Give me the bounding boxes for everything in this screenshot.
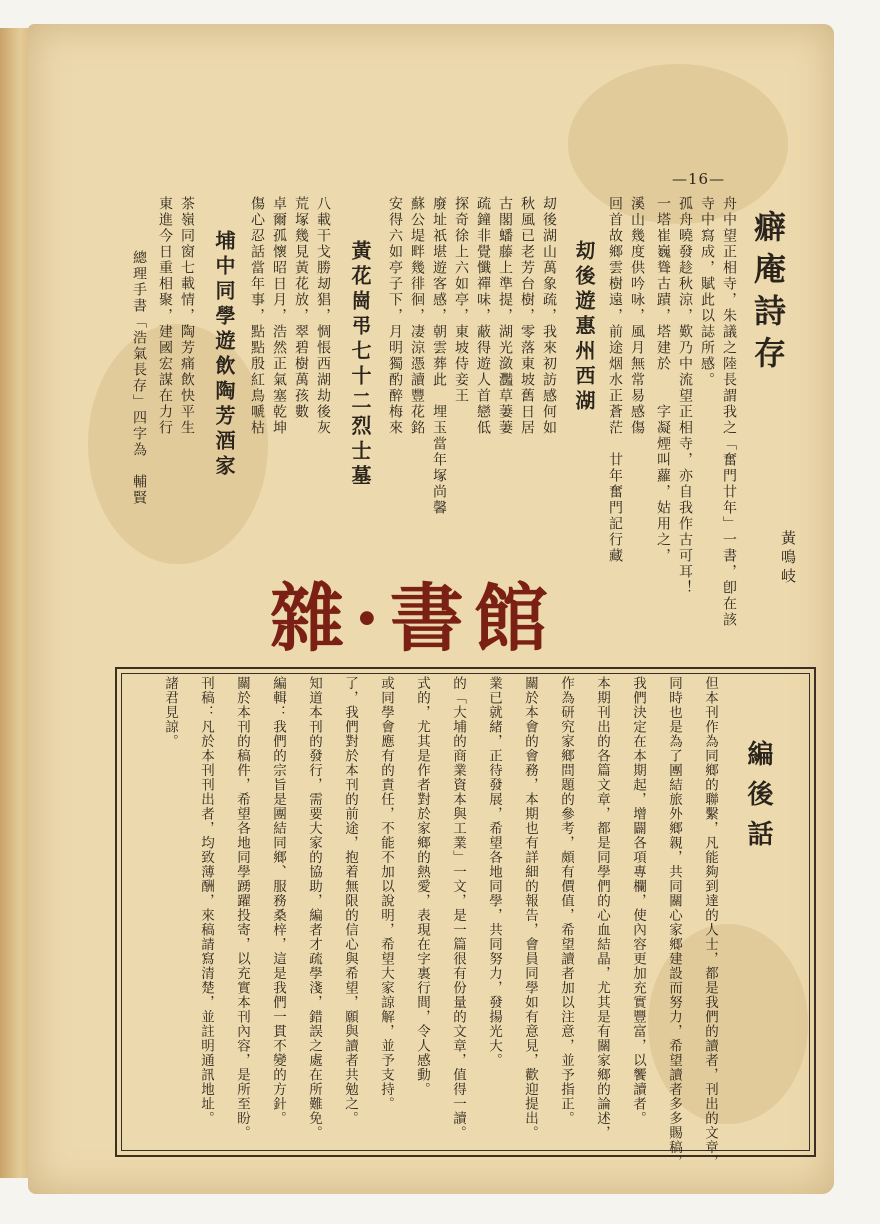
page-number: —16— (672, 170, 726, 188)
section-banner (270, 560, 610, 660)
poem-subtitle: 埔中同學遊飲陶芳酒家 (212, 230, 236, 480)
banner-text: 雜·書館 (270, 576, 558, 662)
poem-line: 刧後湖山萬象疏，我來初訪感何如 (541, 196, 557, 436)
editorial-column: 了，我們對於本刊的前途，抱着無限的信心與希望，願與讀者共勉之。 (342, 676, 358, 1126)
editorial-column: 或同學會應有的責任，不能不加以說明，希望大家諒解，並予支持。 (378, 676, 394, 1111)
editorial-column: 的「大埔的商業資本與工業」一文，是一篇很有份量的文章，值得一讀。 (450, 676, 466, 1140)
poem-line: 卓爾孤懷昭日月，浩然正氣塞乾坤 (271, 196, 287, 436)
editorial-column: 知道本刊的發行，需要大家的協助，編者才疏學淺，錯誤之處在所難免。 (306, 676, 322, 1140)
preface-line: 寺中寫成，賦此以誌所感。 (699, 196, 715, 388)
poem-line: 八載干戈勝刼猖，惆悵西湖劫後灰 (315, 196, 331, 436)
poem-line: 回首故鄉雲樹遠，前途烟水正蒼茫 廿年奮門記行藏 (607, 196, 623, 564)
poem-line: 茶嶺同窗七載情，陶芳痛飲快平生 (179, 196, 195, 436)
editorial-column: 我們決定在本期起，增闢各項專欄，使內容更加充實豐富，以饗讀者。 (630, 676, 646, 1126)
poems-title: 癖庵詩存 (749, 210, 787, 378)
poem-line: 探奇徐上六如亭，東坡侍妾王 (453, 196, 469, 404)
poem-line: 傷心忍話當年事，點點殷紅鳥嗁枯 (249, 196, 265, 436)
editorial-column: 關於本刊的稿件，希望各地同學踴躍投寄，以充實本刊內容，是所至盼。 (234, 676, 250, 1140)
poem-line: 秋風已老芳台樹，零落東坡舊日居 (519, 196, 535, 436)
preface-line: 舟中望正相寺，朱議之陸長謂我之「奮門廿年」一書，卽在該 (721, 196, 737, 628)
editorial-column: 作為研究家鄉問題的參考，頗有價值，希望讀者加以注意，並予指正。 (558, 676, 574, 1126)
poem-line: 荒塚幾見黃花放，翠碧樹萬孩數 (293, 196, 309, 420)
editorial-column: 但本刊作為同鄉的聯繫，凡能夠到達的人士，都是我們的讀者，刊出的文章， (702, 676, 718, 1169)
poem-note: 總理手書「浩氣長存」四字為 輔賢 (131, 250, 147, 506)
editorial-column: 式的，尤其是作者對於家鄉的熱愛，表現在字裏行間，令人感動。 (414, 676, 430, 1097)
preface-line: 孤舟曉發趁秋涼，歎乃中流望正相寺，亦自我作古可耳！ (677, 196, 693, 596)
editorial-column: 諸君見諒。 (162, 676, 178, 749)
editorial-column: 同時也是為了團結旅外鄉親，共同關心家鄉建設而努力，希望讀者多多賜稿， (666, 676, 682, 1169)
poem-line: 安得六如亭子下，月明獨酌醉梅來 (387, 196, 403, 436)
poem-subtitle: 黃花崗弔七十二烈士墓 (348, 240, 372, 490)
poems-author: 黃鳴岐 (779, 530, 797, 587)
poem-line: 溪山幾度供吟咏，風月無常易感傷 (629, 196, 645, 436)
poem-line: 古閣蟠藤上準提，湖光潋灩草萋萋 (497, 196, 513, 436)
poem-line: 東進今日重相聚，建國宏謀在力行 (157, 196, 173, 436)
poem-subtitle: 刧後遊惠州西湖 (572, 240, 596, 415)
editorial-column: 編輯：我們的宗旨是團結同鄉、服務桑梓，這是我們一貫不變的方針。 (270, 676, 286, 1126)
poem-line: 疏鐘非覺懺禪味，蔽得遊人首戀低 (475, 196, 491, 436)
editorial-title: 編後話 (743, 740, 773, 860)
preface-line: 一塔崔巍聳古蹟，塔建於 字凝煙叫蘿，姑用之， (655, 196, 671, 564)
poem-line: 蘇公堤畔幾徘徊，凄涼憑讀豐花銘 (409, 196, 425, 436)
editorial-column: 刊稿：凡於本刊刊出者，均致薄酬，來稿請寫清楚，並註明通訊地址。 (198, 676, 214, 1126)
editorial-column: 關於本會的會務，本期也有詳細的報告，會員同學如有意見，歡迎提出。 (522, 676, 538, 1140)
poem-line: 廢址祇堪遊客感，朝雲葬此 埋玉當年塚尚馨 (431, 196, 447, 516)
editorial-column: 本期刊出的各篇文章，都是同學們的心血結晶，尤其是有關家鄉的論述， (594, 676, 610, 1140)
editorial-column: 業已就緒，正待發展，希望各地同學，共同努力，發揚光大。 (486, 676, 502, 1068)
